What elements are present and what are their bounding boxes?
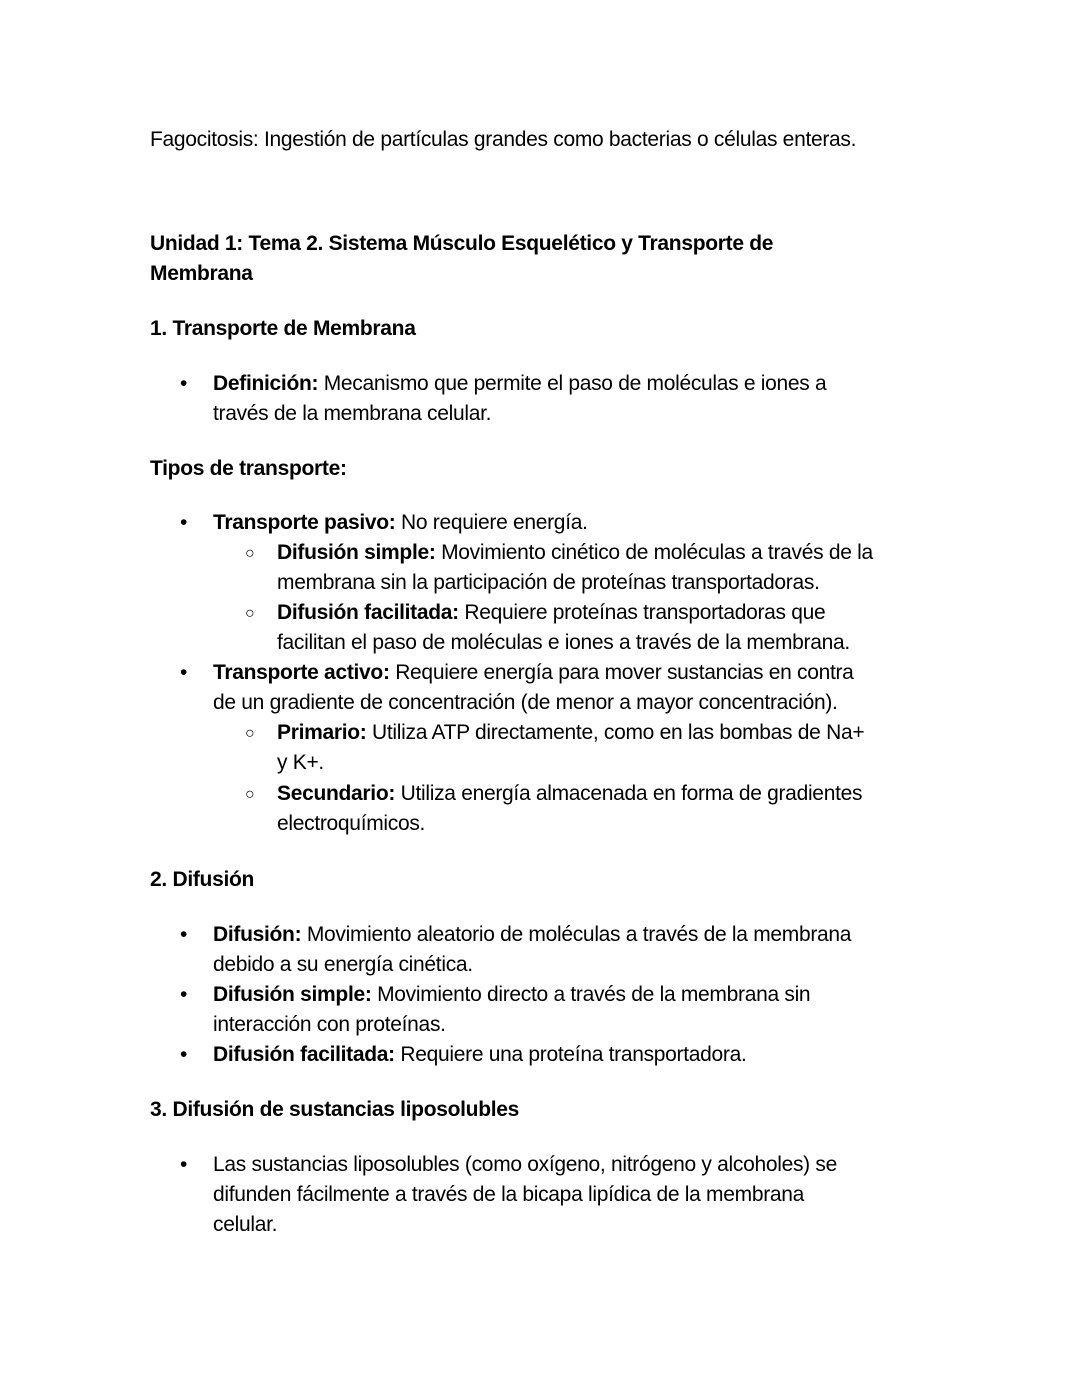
unit-title-line2: Membrana [150,262,253,285]
types-list [150,508,950,839]
section1-heading: 1. Transporte de Membrana [150,317,416,340]
item-text-cont: debido a su energía cinética. [213,953,473,976]
term-label: Definición: [213,372,319,395]
item-text-cont: facilitan el paso de moléculas e iones a través de la membrana. [277,631,850,654]
unit-title-line1: Unidad 1: Tema 2. Sistema Músculo Esquelético y Transporte de [150,232,774,255]
sublist-item-simple [150,538,950,598]
sublist-item-facilitated [150,598,950,658]
item-text: Requiere una proteína transportadora. [394,1043,747,1066]
term-label: Difusión facilitada: [213,1043,395,1066]
bullet-icon: • [180,661,188,684]
term-label: Primario: [277,721,367,744]
circle-bullet-icon: ○ [245,605,255,622]
list-item-diffusion [150,920,940,980]
section3-heading: 3. Difusión de sustancias liposolubles [150,1098,520,1121]
item-text-cont: interacción con proteínas. [213,1013,446,1036]
section2-heading: 2. Difusión [150,868,255,891]
list-item-active [150,658,950,718]
item-text: Utiliza energía almacenada en forma de gradientes [395,782,863,805]
sublist-item-primary [150,718,950,778]
item-text-cont: electroquímicos. [277,812,426,835]
list-item-simple-diffusion [150,980,940,1040]
bullet-icon: • [180,1153,188,1176]
item-text-cont: de un gradiente de concentración (de menor a mayor concentración). [213,691,838,714]
item-text-cont: y K+. [277,751,324,774]
term-label: Difusión: [213,923,302,946]
item-text: Movimiento directo a través de la membrana sin [371,983,811,1006]
term-label: Difusión facilitada: [277,601,459,624]
unit-title [150,229,773,289]
item-text: Las sustancias liposolubles (como oxígeno, nitrógeno y alcoholes) se [213,1153,837,1176]
term-label: Transporte pasivo: [213,511,396,534]
item-text: Requiere proteínas transportadoras que [458,601,826,624]
item-text: Requiere energía para mover sustancias en contra [389,661,854,684]
section3-list [150,1150,940,1240]
circle-bullet-icon: ○ [245,786,255,803]
item-text: Movimiento aleatorio de moléculas a través de la membrana [301,923,852,946]
term-label: Difusión simple: [277,541,436,564]
term-label: Transporte activo: [213,661,390,684]
list-item-passive [150,508,950,538]
bullet-icon: • [180,1043,188,1066]
intro-paragraph: Fagocitosis: Ingestión de partículas grandes como bacterias o células enteras. [150,128,857,151]
circle-bullet-icon: ○ [245,545,255,562]
item-text-cont: membrana sin la participación de proteínas transportadoras. [277,571,820,594]
bullet-icon: • [180,923,188,946]
list-item-liposoluble [150,1150,940,1240]
item-text-cont: celular. [213,1213,278,1236]
list-item-definition [150,369,940,429]
item-text-cont: través de la membrana celular. [213,402,492,425]
section2-list [150,920,940,1070]
item-text: Utiliza ATP directamente, como en las bombas de Na+ [366,721,865,744]
item-text-cont: difunden fácilmente a través de la bicapa lipídica de la membrana [213,1183,805,1206]
item-text: No requiere energía. [395,511,588,534]
section1-list [150,369,940,429]
item-text: Movimiento cinético de moléculas a través de la [435,541,873,564]
list-item-facilitated-diffusion [150,1040,940,1070]
circle-bullet-icon: ○ [245,725,255,742]
term-label: Secundario: [277,782,396,805]
term-label: Difusión simple: [213,983,372,1006]
bullet-icon: • [180,511,188,534]
sublist-item-secondary [150,779,950,839]
bullet-icon: • [180,372,188,395]
item-text: Mecanismo que permite el paso de moléculas e iones a [318,372,827,395]
types-heading: Tipos de transporte: [150,457,347,480]
bullet-icon: • [180,983,188,1006]
